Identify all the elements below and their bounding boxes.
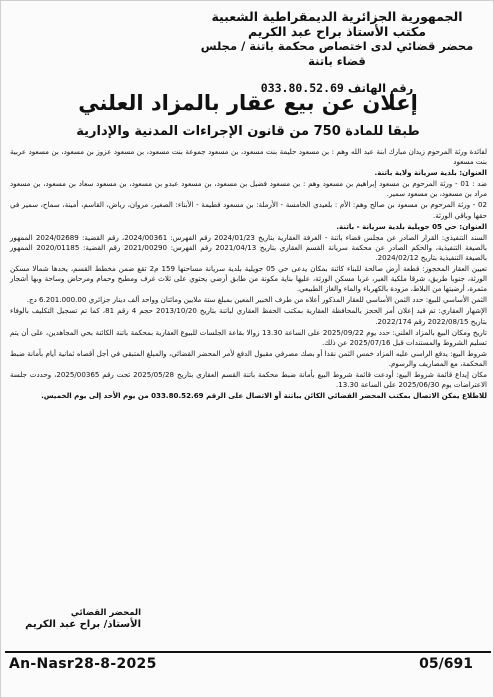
body-paragraph: للاطلاع يمكن الاتصال بمكتب المحضر القضائي الكائن بباتنة أو الاتصال على الرقم 033.80.52.69 من يوم الأحد إلى يوم الخميس. — [41, 391, 487, 401]
body-paragraph: تاريخ ومكان البيع بالمزاد العلني: حدد يوم 2025/09/22 على الساعة 13.30 زوالا بقاعة الجلسات للبيوع العقارية بمحكمة باتنة الكائنة بحي المجاهدين، على أن يتم تسليم الشروط والمستندات قبل 2025/07/16 عن ذلك. — [10, 327, 487, 347]
phone-label: رقم الهاتف — [347, 80, 414, 95]
signature-role: المحضر القضائي — [70, 608, 141, 618]
reference-number: 05/691 — [419, 656, 473, 672]
phone-number: 033.80.52.69 — [260, 80, 344, 95]
body-paragraph: الثمن الأساسي للبيع: حدد الثمن الأساسي للعقار المذكور أعلاه من طرف الخبير المعين بمبلغ ستة ملايين ومائتان وواحد ألف دينار جزائري 6.201.000.00 دج. — [26, 295, 487, 305]
body-paragraph: تعيين العقار المحجوز: قطعة أرض صالحة للبناء كائنة بمكان يدعى حي 05 جويلية بلدية سريانة مساحتها 159 م2 تقع ضمن مخطط القسم، يحدها شمالا مسكن الورثة، جنوبا طريق، شرقا ملكية الغير، غربا مسكن الورثة، عليها بناية مكونة من طابق أرضي يحتوي على ثلاث غرف ومطبخ وحمام ومرحاض وساحة وبها أشجار مثمرة، أرضيتها من البلاط، مزودة بالكهرباء والماء والغاز الطبيعي. — [10, 264, 487, 294]
footer-divider — [5, 651, 491, 653]
signature-name: الأستاذ/ براح عبد الكريم — [25, 619, 141, 630]
republic-title: الجمهورية الجزائرية الديمقراطية الشعبية — [211, 9, 463, 24]
notice-title: إعلان عن بيع عقار بالمزاد العلني — [78, 91, 418, 115]
publication-tag: An-Nasr28-8-2025 — [9, 656, 157, 672]
office-name: مكتب الأستاذ براح عبد الكريم — [248, 24, 426, 39]
body-paragraph: العنوان: حي 05 جويلية بلدية سريانة - باتنة. — [336, 221, 487, 231]
signature-block — [11, 607, 141, 631]
body-paragraph: لفائدة ورثة المرحوم زيدان مبارك ابنة عبد الله وهم : بن مسعود حليمة بنت مسعود، بن مسعود جموعة بنت مسعود، بن مسعود عزوز بن مسعود، بن مسعود عربية بنت مسعود — [10, 147, 487, 167]
body-paragraph: مكان إيداع قائمة شروط البيع: أودعت قائمة شروط البيع بأمانة ضبط محكمة باتنة القسم العقاري بتاريخ 2025/05/28 تحت رقم 2025/00365، وحددت جلسة الاعتراضات يوم 2025/06/30 على الساعة 13.30. — [10, 369, 487, 390]
body-paragraph: ضد : 01 - ورثة المرحوم بن مسعود إبراهيم بن مسعود وهم : بن مسعود فضيل بن مسعود، بن مسعود عبدو بن مسعود، بن مسعود سعاد بن مسعود، بن مسعود مراد بن مسعود، بن مسعود سمير. — [10, 179, 487, 199]
body-paragraph: السند التنفيذي: القرار الصادر عن مجلس قضاء باتنة - الغرفة العقارية بتاريخ 2024/01/23 رقم الفهرس: 2024/00361، رقم القضية: 2024/02689 الممهور بالصيغة التنفيذية، والحكم الصادر عن محكمة سريانة القسم العقاري بتاريخ 2021/04/13 رقم الفهرس: 2021/00290 رقم القضية: 2020/01185 الممهور بالصيغة التنفيذية بتاريخ 2024/02/12. — [10, 232, 488, 262]
body-paragraph: 02 - ورثة المرحوم بن مسعود بن صالح وهم: الأم : بلعيدي الخامسة - الأرملة: بن مسعود فطيمة - الأبناء: الصغير، مروان، رياض، القاسم، أمينة، سماح، سمير في حقها وباقي الورثة. — [10, 200, 487, 220]
body-paragraph: الإشهار العقاري: تم قيد إعلان أمر الحجز بالمحافظة العقارية بمكتب الحفظ العقاري لباتنة بتاريخ 2013/10/20 حجم 4 رقم 81، كما تم تسجيل التكليف بالوفاء بتاريخ 2022/08/15 رقم 2022/174. — [10, 306, 487, 326]
body-paragraph: شروط البيع: يدفع الراسي عليه المزاد خمس الثمن نقدا أو بصك مصرفي مقبول الدفع لأمر المحضر القضائي، والمبلغ المتبقي في أجل أقصاه ثمانية أيام بأمانة ضبط المحكمة، مع المصاريف والرسوم. — [10, 348, 487, 368]
notice-subtitle: طبقا للمادة 750 من قانون الإجراءات المدنية والإدارية — [76, 124, 420, 139]
body-paragraph: العنوان: بلدية سريانة ولاية باتنة. — [374, 168, 487, 178]
notice-body — [10, 147, 487, 402]
office-jurisdiction: محضر قضائي لدى اختصاص محكمة باتنة / مجلس قضاء باتنة — [200, 39, 474, 68]
